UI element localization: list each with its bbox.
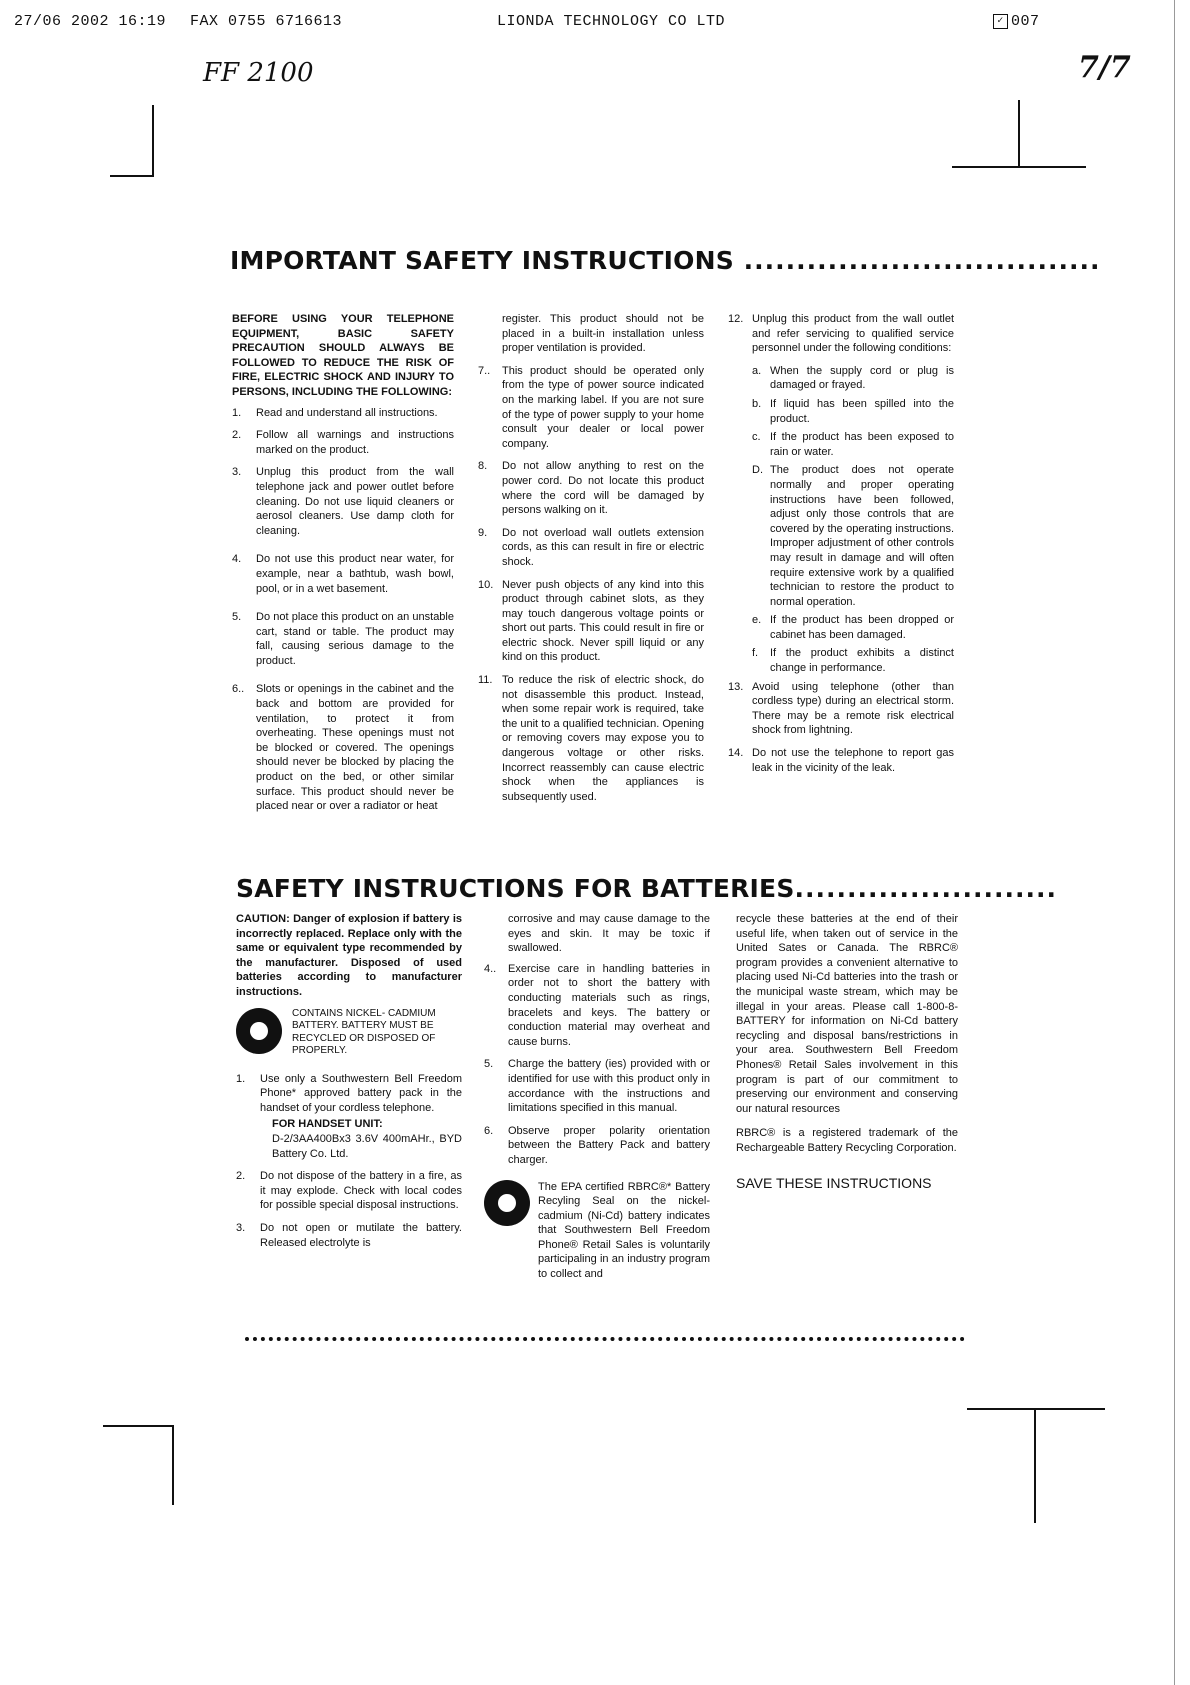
leader-dots: ......................... xyxy=(794,874,1057,903)
handwritten-model: FF 2100 xyxy=(203,58,314,88)
item-text: Unplug this product from the wall telephone jack and power outlet before cleaning. Do not use liquid cleaners or aerosol cleaners. Use damp cloth for cleaning. xyxy=(256,466,454,537)
trademark-text: RBRC® is a registered trademark of the Rechargeable Battery Recycling Corporation. xyxy=(736,1127,958,1154)
item-text: Charge the battery (ies) provided with or identified for use with this product only in accordance with the instructions and limitations specified in this manual. xyxy=(508,1058,710,1115)
item-number: 2. xyxy=(236,1170,246,1183)
list-item xyxy=(232,552,454,596)
item-text: Do not overload wall outlets extension cords, as this can result in fire or electric shock. xyxy=(502,526,704,568)
list-item xyxy=(232,682,454,813)
item-number: 7.. xyxy=(478,364,491,377)
item-number: 4.. xyxy=(484,962,497,975)
item-text: Unplug this product from the wall outlet and refer servicing to qualified service personnel under the following conditions: xyxy=(752,313,954,355)
crop-mark xyxy=(103,1425,174,1427)
safety-column-1 xyxy=(232,312,454,822)
list-item xyxy=(478,578,704,666)
item-text: To reduce the risk of electric shock, do not disassemble this product. Instead, when some repair work is required, take the unit to a qualified technician. Opening or removing covers may expose you to dangerous voltage or other risks. Incorrect reassembly can cause electric shock when the appliances is subsequently used. xyxy=(502,674,704,803)
item-text: This product should be operated only from the type of power source indicated on the marking label. If you are not sure of the type of power supply to your home consult your dealer or local power company. xyxy=(502,364,704,450)
sub-item-text: If the product has been dropped or cabinet has been damaged. xyxy=(770,614,954,641)
sub-item-text: The product does not operate normally and proper operating instructions have been followed, adjust only those controls that are covered by the operating instructions. Improper adjustment of other controls may result in damage and will often require extensive work by a qualified technician to restore the product to normal operation. xyxy=(770,464,954,608)
sub-item-text: If the product has been exposed to rain or water. xyxy=(770,431,954,458)
item-number: 8. xyxy=(478,460,488,473)
sub-item-letter: e. xyxy=(752,614,762,627)
recycle-notice xyxy=(236,1008,462,1058)
epa-notice xyxy=(484,1180,710,1282)
item-text: Observe proper polarity orientation between the Battery Pack and battery charger. xyxy=(508,1124,710,1166)
sub-item xyxy=(752,397,954,426)
list-item xyxy=(232,610,454,668)
fax-page-code-group xyxy=(993,13,1040,30)
item-text: Never push objects of any kind into this product through cabinet slots, as they may touch dangerous voltage points or short out parts. This could result in fire or electric shock. Never spill liquid or any kind on this product. xyxy=(502,578,704,664)
list-item xyxy=(478,364,704,452)
sub-item xyxy=(752,364,954,393)
crop-mark xyxy=(110,175,154,177)
list-item xyxy=(232,465,454,538)
sub-list xyxy=(728,364,954,676)
sub-item-letter: a. xyxy=(752,364,762,377)
item-text: Use only a Southwestern Bell Freedom Phone* approved battery pack in the handset of your cordless telephone. xyxy=(260,1072,462,1114)
page-edge xyxy=(1174,0,1175,1685)
item-text: Exercise care in handling batteries in order not to short the battery with conducting materials such as rings, bracelets and keys. The battery or conduction material may overheat and cause burns. xyxy=(508,962,710,1048)
fax-company: LIONDA TECHNOLOGY CO LTD xyxy=(497,13,726,30)
bottom-dotted-rule xyxy=(245,1337,965,1341)
battery-column-1 xyxy=(236,912,462,1258)
recycle-program-text: recycle these batteries at the end of their useful life, when taken out of service in the United Sates or Canada. The RBRC® program provides a convenient alternative to placing used Ni-Cd batteries into the trash or the municipal waste stream, which may be illegal in your areas. Please call 1-800-8-BATTERY for information on Ni-Cd battery recycling and disposal bans/restrictions in your area. Southwestern Bell Freedom Phones® Retail Sales involvement in this program is part of our commitment to preserving our environment and conserving our natural resources xyxy=(736,913,958,1115)
list-item xyxy=(484,962,710,1050)
sub-item-letter: D. xyxy=(752,464,763,477)
item-number: 14. xyxy=(728,747,744,760)
item-number: 5. xyxy=(484,1058,494,1071)
crop-mark xyxy=(967,1408,1105,1410)
handset-label: FOR HANDSET UNIT: xyxy=(272,1118,383,1131)
section-title xyxy=(230,246,1101,275)
safety-intro: BEFORE USING YOUR TELEPHONE EQUIPMENT, BASIC SAFETY PRECAUTION SHOULD ALWAYS BE FOLLOWED TO REDUCE THE RISK OF FIRE, ELECTRIC SHOCK AND INJURY TO PERSONS, INCLUDING THE FOLLOWING: xyxy=(232,313,454,398)
list-item xyxy=(728,746,954,775)
battery-column-3 xyxy=(736,912,958,1190)
save-instructions: SAVE THESE INSTRUCTIONS xyxy=(736,1174,932,1191)
safety-column-3 xyxy=(728,312,954,783)
item-text: Read and understand all instructions. xyxy=(256,406,438,419)
item-number: 12. xyxy=(728,313,744,325)
item-number: 1. xyxy=(236,1072,246,1085)
crop-mark xyxy=(152,105,154,175)
sub-item-letter: f. xyxy=(752,647,759,660)
list-item xyxy=(236,1221,462,1250)
rbrc-seal-icon xyxy=(484,1180,530,1226)
crop-mark xyxy=(172,1425,174,1505)
fax-page-code: 007 xyxy=(1011,13,1040,30)
item-number: 9. xyxy=(478,526,488,539)
item-number: 3. xyxy=(232,466,242,479)
recycle-seal-icon xyxy=(236,1008,282,1054)
list-item xyxy=(728,680,954,738)
battery-continued-text: corrosive and may cause damage to the eyes and skin. It may be toxic if swallowed. xyxy=(508,913,710,955)
section-title xyxy=(236,874,1057,903)
sub-item xyxy=(752,463,954,609)
item-text: Do not use this product near water, for example, near a bathtub, wash bowl, pool, or in a wet basement. xyxy=(256,553,454,595)
crop-mark xyxy=(1018,100,1020,166)
crop-mark xyxy=(952,166,1086,168)
list-item xyxy=(728,312,954,356)
handset-spec: D-2/3AA400Bx3 3.6V 400mAHr., BYD Battery Co. Ltd. xyxy=(272,1132,462,1160)
list-item xyxy=(236,1072,462,1162)
list-item xyxy=(236,1169,462,1213)
sub-item-text: If liquid has been spilled into the product. xyxy=(770,397,954,425)
list-item xyxy=(478,526,704,570)
list-item xyxy=(232,428,454,457)
item-text: register. This product should not be placed in a built-in installation unless proper ventilation is provided. xyxy=(502,313,704,355)
sub-item-text: If the product exhibits a distinct change in performance. xyxy=(770,647,954,675)
title-text: SAFETY INSTRUCTIONS FOR BATTERIES xyxy=(236,874,795,903)
nicad-notice: CONTAINS NICKEL- CADMIUM BATTERY. BATTERY MUST BE RECYCLED OR DISPOSED OF PROPERLY. xyxy=(292,1007,436,1057)
item-text: Do not dispose of the battery in a fire, as it may explode. Check with local codes for possible special disposal instructions. xyxy=(260,1170,462,1212)
sub-item-letter: c. xyxy=(752,431,761,444)
item-number: 13. xyxy=(728,680,744,693)
item-number: 6. xyxy=(484,1124,494,1137)
item-number: 11. xyxy=(478,674,493,687)
epa-text: The EPA certified RBRC®* Battery Recyling Seal on the nickel-cadmium (Ni-Cd) battery indicates that Southwestern Bell Freedom Phone® Retail Sales is voluntarily participaling in an industry program to collect and xyxy=(538,1180,710,1281)
item-text: Do not use the telephone to report gas leak in the vicinity of the leak. xyxy=(752,747,954,774)
sub-item-text: When the supply cord or plug is damaged or frayed. xyxy=(770,364,954,392)
sub-item xyxy=(752,646,954,675)
fax-number: FAX 0755 6716613 xyxy=(190,13,343,30)
list-item xyxy=(478,459,704,517)
list-item xyxy=(232,406,454,421)
item-number: 6.. xyxy=(232,683,245,696)
title-text: IMPORTANT SAFETY INSTRUCTIONS xyxy=(230,246,734,275)
fax-datetime: 27/06 2002 16:19 xyxy=(14,13,167,30)
item-text: Follow all warnings and instructions marked on the product. xyxy=(256,429,454,456)
list-item xyxy=(478,312,704,356)
leader-dots: .................................. xyxy=(733,246,1101,275)
item-number: 4. xyxy=(232,553,242,566)
list-item xyxy=(484,1057,710,1115)
item-text: Do not open or mutilate the battery. Released electrolyte is xyxy=(260,1221,462,1249)
sub-item xyxy=(752,613,954,642)
item-number: 3. xyxy=(236,1221,246,1234)
battery-column-2 xyxy=(484,912,710,1282)
item-text: Do not allow anything to rest on the power cord. Do not locate this product where the cord will be damaged by persons walking on it. xyxy=(502,460,704,517)
handwritten-page: 7/7 xyxy=(1078,50,1131,85)
list-item xyxy=(478,673,704,804)
fax-page-icon: ✓ xyxy=(993,14,1008,29)
item-number: 2. xyxy=(232,429,242,442)
item-text: Slots or openings in the cabinet and the back and bottom are provided for ventilation, to protect it from overheating. These openings must not be blocked or covered. The openings should never be blocked by placing the product on the bed, or other similar surface. This product should never be placed near or over a radiator or heat xyxy=(256,683,454,813)
item-text: Do not place this product on an unstable cart, stand or table. The product may fall, causing serious damage to the product. xyxy=(256,611,454,667)
crop-mark xyxy=(1034,1408,1036,1523)
item-number: 1. xyxy=(232,406,242,419)
safety-column-2 xyxy=(478,312,704,812)
sub-item-letter: b. xyxy=(752,397,762,410)
item-text: Avoid using telephone (other than cordless type) during an electrical storm. There may be a remote risk electrical shock from lightning. xyxy=(752,680,954,737)
item-number: 10. xyxy=(478,578,494,591)
item-number: 5. xyxy=(232,611,242,624)
sub-item xyxy=(752,430,954,459)
battery-caution: CAUTION: Danger of explosion if battery is incorrectly replaced. Replace only with the same or equivalent type recommended by the manufacturer. Disposed of used batteries according to manufacturer instructions. xyxy=(236,913,462,998)
list-item xyxy=(484,1124,710,1168)
